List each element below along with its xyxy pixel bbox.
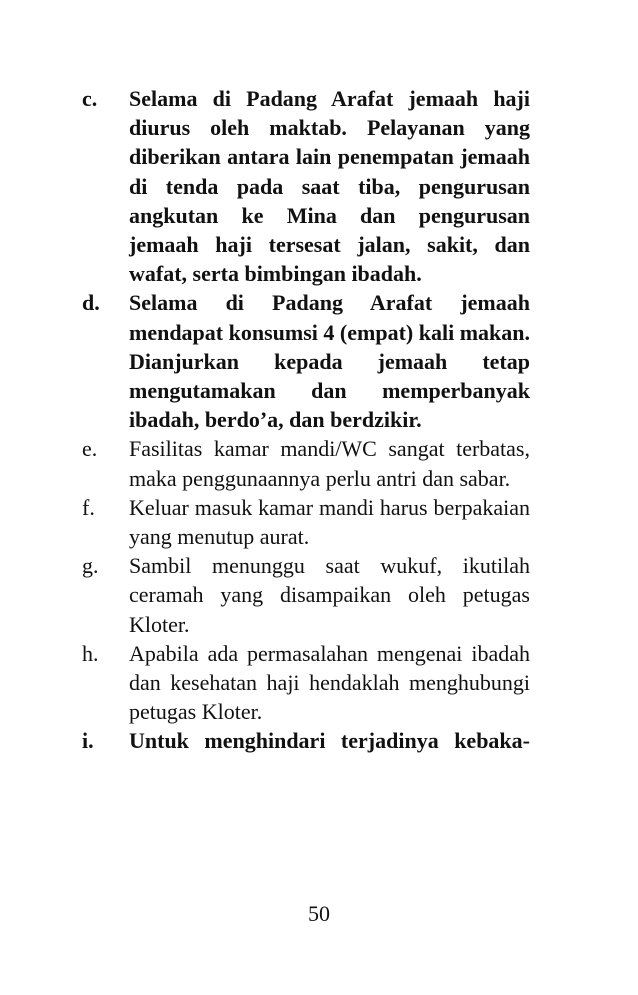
list-item-c (82, 84, 530, 288)
list-marker: h. (82, 640, 99, 666)
list-marker: c. (82, 86, 98, 111)
list-item-g (82, 551, 530, 639)
list-marker: e. (82, 436, 98, 462)
list-item-i (82, 726, 530, 755)
list-item-text: Selama di Padang Arafat jemaah haji diurus oleh maktab. Pelayanan yang diberikan antara lain penempatan jemaah di tenda pada saat tiba, pengurusan angkutan ke Mina dan pengurusan jemaah haji tersesat jalan, sakit, dan wafat, serta bimbingan ibadah. (129, 86, 530, 287)
list-item-d (82, 288, 530, 434)
list-marker: d. (82, 290, 100, 316)
list-item-text: Untuk menghindari terjadinya kebaka- (129, 728, 530, 754)
page-number: 50 (308, 901, 330, 926)
list-item-text: Selama di Padang Arafat jemaah mendapat konsumsi 4 (empat) kali makan. Dianjurkan kepada jemaah tetap mengutamakan dan memperbanyak ibadah, berdo’a, dan berdzikir. (129, 290, 530, 433)
list-marker: i. (82, 728, 94, 754)
list-marker: g. (82, 553, 99, 579)
list-item-f (82, 493, 530, 551)
numbered-list (82, 84, 530, 756)
list-item-text: Keluar masuk kamar mandi harus berpakaian yang menutup aurat. (129, 494, 530, 550)
list-item-text: Sambil menunggu saat wukuf, ikutilah ceramah yang disampaikan oleh petugas Kloter. (129, 553, 530, 637)
list-marker: f. (82, 494, 95, 520)
list-item-text: Apabila ada permasalahan mengenai ibadah dan kesehatan haji hendaklah menghubungi petugas Kloter. (129, 640, 530, 725)
list-item-h (82, 639, 530, 727)
list-item-text: Fasilitas kamar mandi/WC sangat terbatas, maka penggunaannya perlu antri dan sabar. (129, 436, 530, 491)
list-item-e (82, 434, 530, 492)
